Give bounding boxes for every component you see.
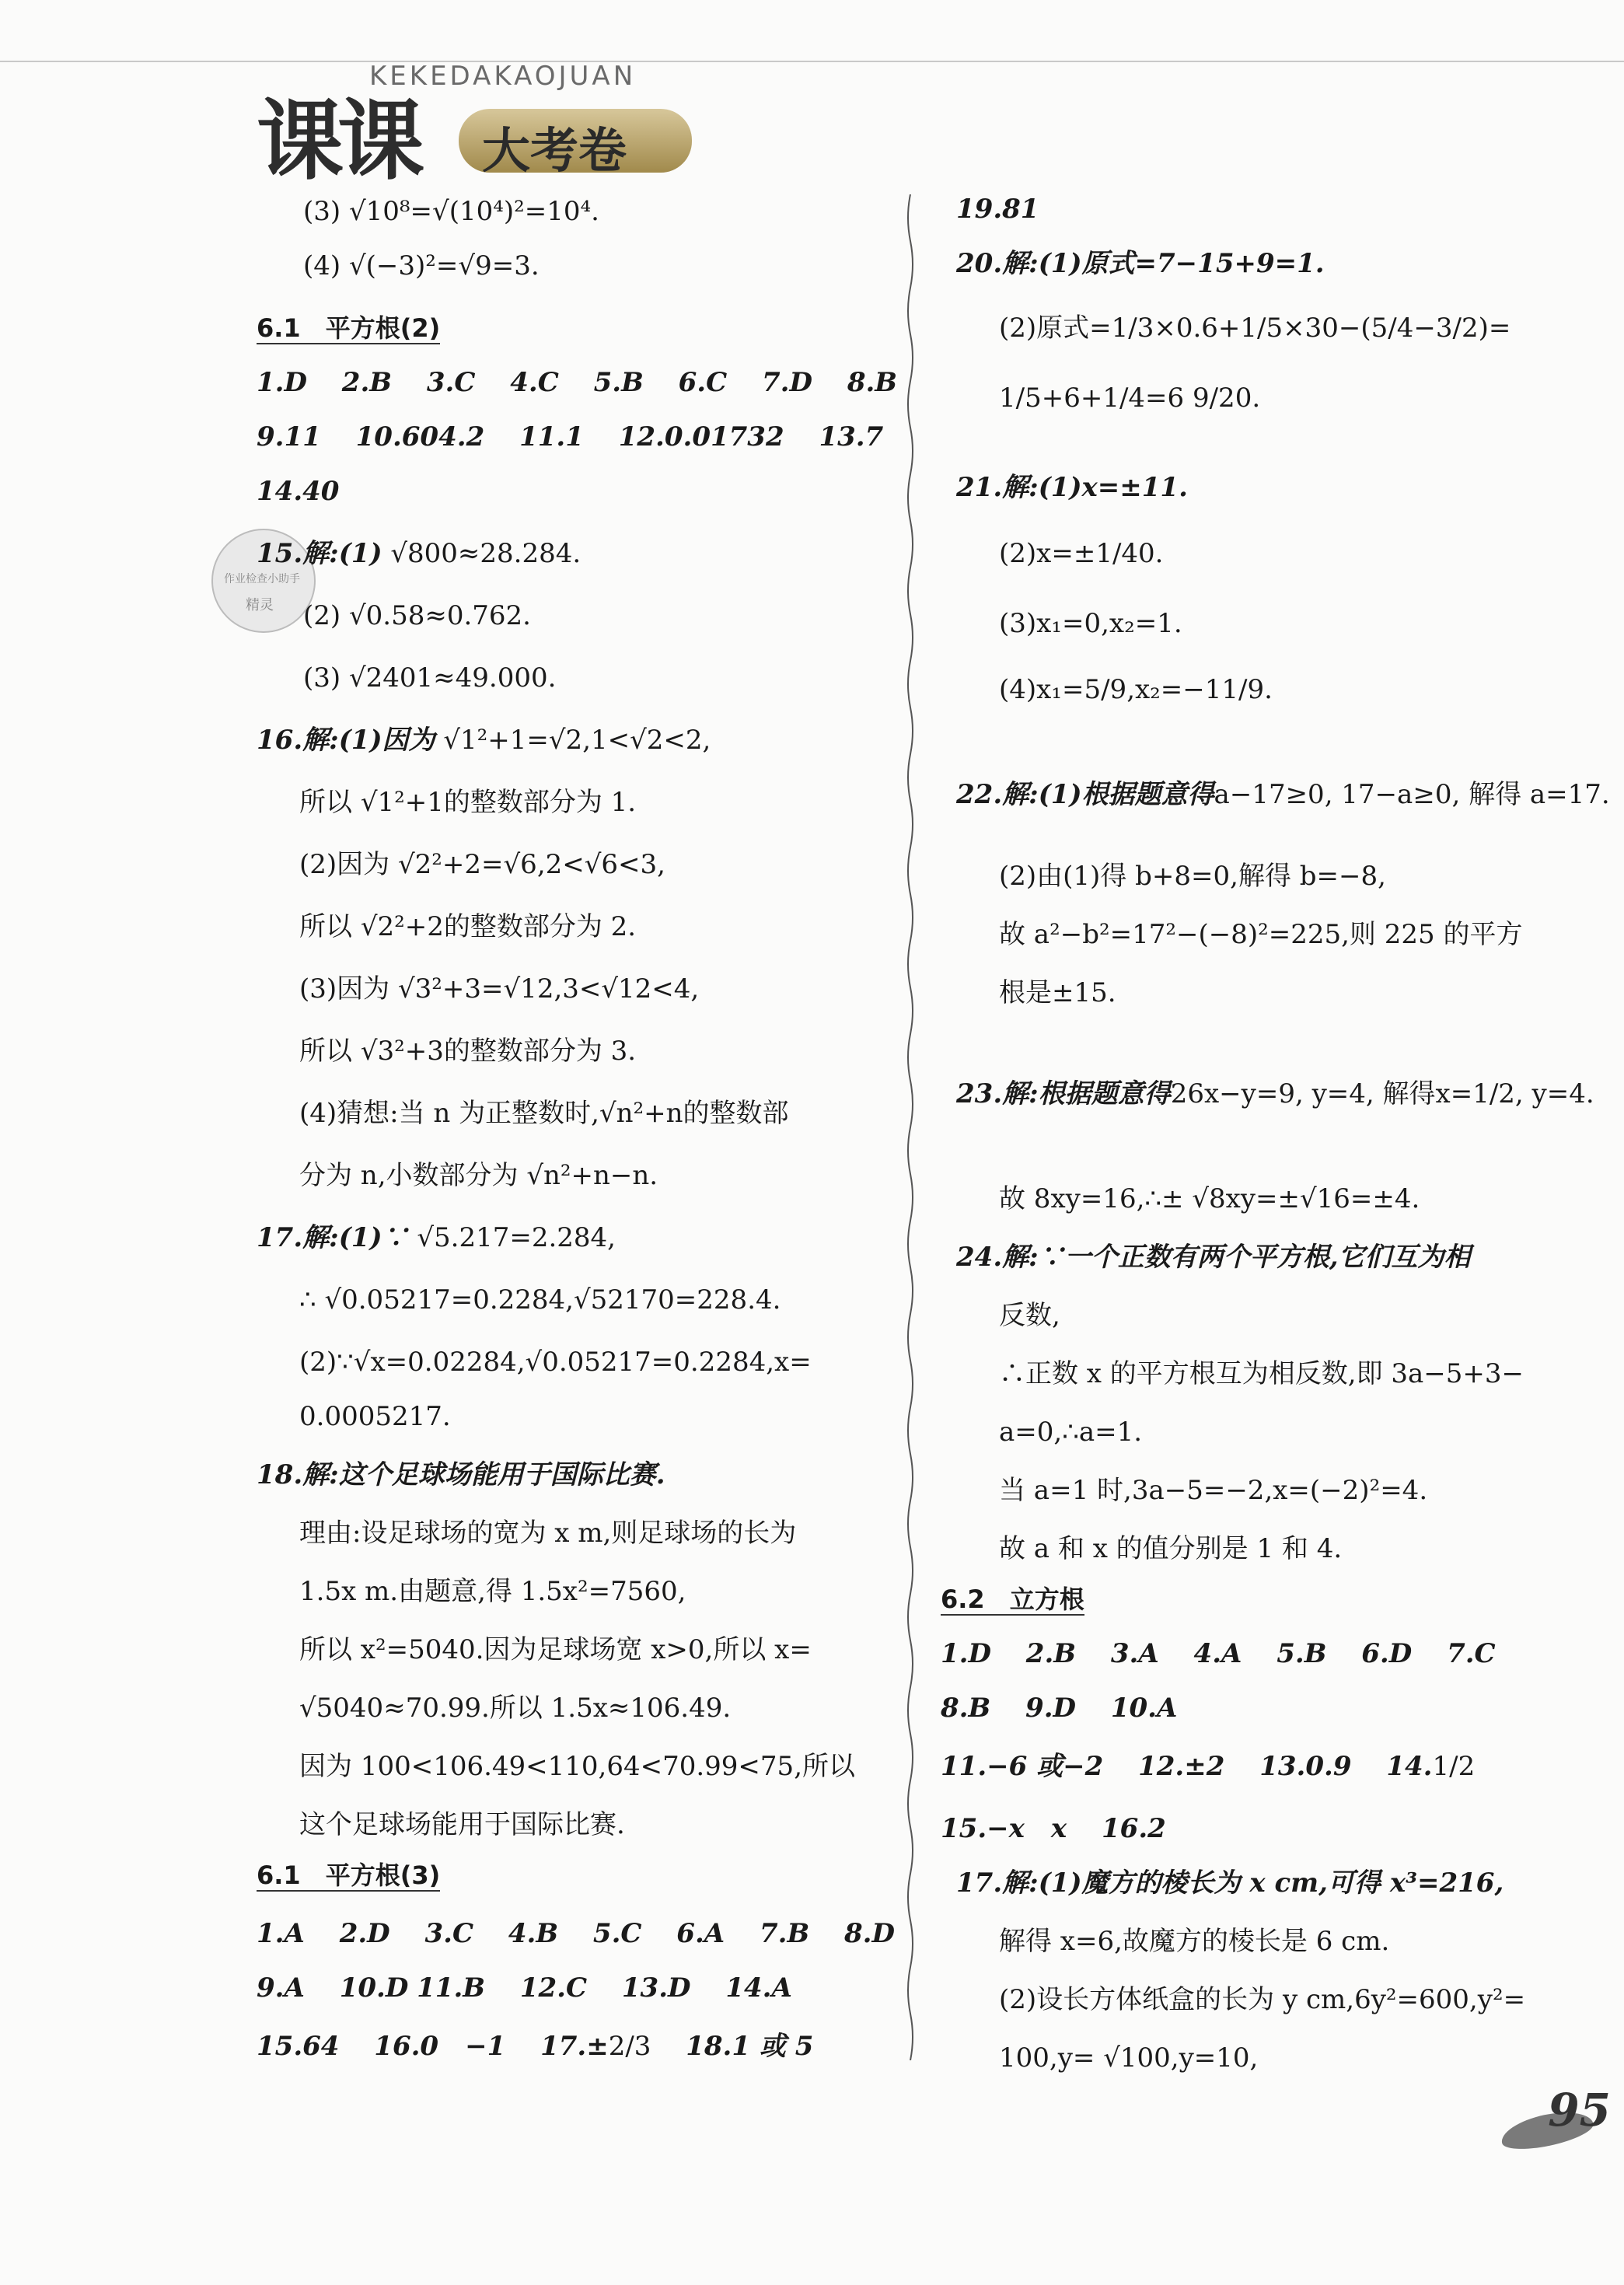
math-15b: √0.58≈0.762.	[348, 600, 531, 631]
q16-line-b	[299, 789, 636, 816]
q16-line-d	[299, 911, 637, 942]
q20a-text: 20.解:(1)原式=7−15+9=1.	[956, 248, 1325, 279]
q18-line-d: 所以 x²=5040.因为足球场宽 x>0,所以 x=	[299, 1634, 812, 1665]
q24-line-e: 当 a=1 时,3a−5=−2,x=(−2)²=4.	[999, 1475, 1428, 1506]
fill2-1: 15.64	[257, 2031, 340, 2062]
q15b-text: (2)	[303, 600, 341, 631]
math-22: a−17≥0, 17−a≥0,	[1214, 779, 1461, 810]
q18-line-e	[299, 1693, 732, 1724]
q22-line-b: (2)由(1)得 b+8=0,解得 b=−8,	[999, 861, 1386, 892]
math-15c: √2401≈49.000.	[348, 662, 557, 694]
mc1-1: 1.D	[257, 367, 307, 398]
mc5-1: 8.B	[941, 1693, 991, 1724]
q21-line-c: (3)x₁=0,x₂=1.	[999, 608, 1182, 639]
mc3-1: 9.A	[257, 1972, 305, 2004]
q23a-text: 23.解:根据题意得	[956, 1078, 1171, 1109]
mc2-2: 2.D	[339, 1918, 390, 1949]
q17c-text: (2)∵	[299, 1347, 354, 1378]
q17-line-d: 0.0005217.	[299, 1401, 451, 1432]
q18-line-a	[257, 1459, 665, 1490]
q21-line-b	[999, 540, 1163, 567]
q22-line-a	[956, 781, 1610, 808]
q18-line-b: 理由:设足球场的宽为 x m,则足球场的长为	[299, 1518, 797, 1549]
q21b-text: (2)x=±	[999, 538, 1096, 569]
q20-line-b	[999, 313, 1511, 344]
q15c-text: (3)	[303, 662, 341, 694]
q16d-text: 所以	[299, 911, 352, 942]
q23b-text: 解得	[1382, 1078, 1436, 1109]
header-rule	[0, 61, 1624, 62]
q17ra-text: 17.解:(1)魔方的棱长为 x cm,可得 x³=216,	[956, 1867, 1504, 1899]
mc2-8: 8.D	[844, 1918, 895, 1949]
fill3-2: 12.±2	[1138, 1751, 1225, 1782]
mc2-7: 7.B	[759, 1918, 810, 1949]
q17a-text: 17.解:(1)∵	[257, 1222, 409, 1253]
q23-line-a	[956, 1078, 1594, 1109]
q16a-text: 16.解:(1)因为	[257, 725, 435, 756]
q24-line-c: ∴正数 x 的平方根互为相反数,即 3a−5+3−	[999, 1358, 1524, 1389]
fill1-4: 12.0.01732	[618, 421, 784, 452]
math-16f: √3²+3的整数部分为 3.	[360, 1036, 637, 1067]
q17r-line-a	[956, 1867, 1504, 1899]
math-23a: 26x−y=9, y=4,	[1170, 1078, 1374, 1109]
fill2-2: 16.0 −1	[374, 2031, 506, 2062]
mc2-1: 1.A	[257, 1918, 305, 1949]
q15-line-b	[303, 600, 531, 631]
mc4-1: 1.D	[941, 1638, 991, 1669]
q23-line-c	[999, 1183, 1420, 1214]
fill-row-2	[257, 2033, 813, 2060]
q24-line-f: 故 a 和 x 的值分别是 1 和 4.	[999, 1533, 1343, 1564]
math-q14: 1/2	[1432, 1751, 1476, 1782]
fill-row-3	[941, 1753, 1475, 1780]
mc1-5: 5.B	[593, 367, 644, 398]
mc4-5: 5.B	[1276, 1638, 1327, 1669]
mc2-6: 6.A	[676, 1918, 725, 1949]
q21d-text: (4)x₁=	[999, 674, 1084, 705]
q15a-text: 15.解:(1)	[257, 538, 382, 569]
mc1-8: 8.B	[847, 367, 898, 398]
q17r-line-b: 解得 x=6,故魔方的棱长是 6 cm.	[999, 1926, 1390, 1957]
line-l1	[303, 198, 599, 225]
q21-line-d	[999, 676, 1273, 703]
mc2-5: 5.C	[592, 1918, 642, 1949]
q23c-text: 故 8xy=16,∴±	[999, 1183, 1184, 1214]
fill1-5: 13.7	[819, 421, 884, 452]
math-l1: √10⁸=√(10⁴)²=10⁴.	[348, 196, 599, 227]
mc1-2: 2.B	[341, 367, 393, 398]
fill-row-4	[941, 1815, 1166, 1842]
brand-header	[257, 56, 692, 192]
math-17rd: √100,y=10,	[1103, 2042, 1259, 2074]
fill-row-1b: 14.40	[257, 476, 340, 507]
math-20b: 1/3×0.6+1/5×30−(5/4−3/2)=	[1111, 313, 1511, 344]
q22-line-c: 故 a²−b²=17²−(−8)²=225,则 225 的平方	[999, 919, 1523, 950]
math-16h: √n²+n−n.	[526, 1160, 658, 1191]
q18a-text: 18.解:这个足球场能用于国际比赛.	[257, 1459, 665, 1490]
q17b-text: ∴	[299, 1284, 316, 1315]
mc-row-2	[257, 1920, 895, 1947]
brand-badge	[459, 109, 692, 179]
fill1-2: 10.604.2	[355, 421, 485, 452]
q18-line-f: 因为 100<106.49<110,64<70.99<75,所以	[299, 1751, 855, 1782]
mc3-5: 13.D	[621, 1972, 691, 2004]
section-6-1-2: 6.1 平方根(2)	[257, 313, 441, 343]
fill-row-1	[257, 421, 884, 452]
q24-line-a	[956, 1242, 1471, 1273]
q16-line-f	[299, 1036, 637, 1067]
q16-line-g	[299, 1100, 789, 1127]
q16-line-c	[299, 851, 665, 878]
brand-badge-text: 大考卷	[482, 122, 627, 179]
math-16b: √1²+1的整数部分为 1.	[360, 787, 637, 818]
math-23b: x=1/2, y=4.	[1435, 1078, 1594, 1109]
q16b-text: 所以	[299, 787, 352, 818]
mc-row-1	[257, 369, 897, 396]
q19: 19.81	[956, 194, 1039, 225]
math-16d: √2²+2的整数部分为 2.	[360, 911, 637, 942]
q20-line-a	[956, 250, 1325, 277]
math-16a: √1²+1=√2,1<√2<2,	[443, 725, 711, 756]
math-16c: √2²+2=√6,2<√6<3,	[397, 849, 665, 880]
mc4-6: 6.D	[1361, 1638, 1413, 1669]
q24-line-d: a=0,∴a=1.	[999, 1417, 1143, 1448]
q16e-text: (3)因为	[299, 973, 390, 1004]
fill1-1: 9.11	[257, 421, 321, 452]
mc4-3: 3.A	[1110, 1638, 1159, 1669]
l1-label: (3)	[303, 196, 341, 227]
math-17c: √x=0.02284,√0.05217=0.2284,x=	[353, 1347, 812, 1378]
section-6-1-3: 6.1 平方根(3)	[257, 1860, 441, 1890]
math-16g: √n²+n的整数部	[599, 1098, 789, 1129]
q16c-text: (2)因为	[299, 849, 390, 880]
q18e-text: ≈70.99.所以 1.5x≈106.49.	[383, 1693, 732, 1724]
math-f17: 2/3	[608, 2031, 651, 2062]
mc2-3: 3.C	[424, 1918, 474, 1949]
math-21b: 1/40.	[1095, 538, 1164, 569]
q18-line-c: 1.5x m.由题意,得 1.5x²=7560,	[299, 1576, 686, 1607]
q17-line-b	[299, 1284, 781, 1315]
q16-line-h	[299, 1162, 658, 1189]
fill1-3: 11.1	[519, 421, 584, 452]
fill4-1: 15.−x x	[941, 1813, 1067, 1844]
q22a-text: 22.解:(1)根据题意得	[956, 779, 1214, 810]
stamp-text-1: 作业检查小助手	[224, 573, 300, 585]
column-divider	[904, 194, 917, 2060]
q20-line-c: 1/5+6+1/4=6 9/20.	[999, 383, 1261, 414]
mc3-6: 14.A	[725, 1972, 792, 2004]
mc-row-3	[257, 1972, 792, 2004]
fill2-4: 18.1 或 5	[686, 2031, 814, 2062]
q16-line-e	[299, 973, 700, 1004]
fill3-1: 11.−6 或−2	[941, 1751, 1104, 1782]
math-18e: √5040	[299, 1693, 384, 1724]
brand-chinese-logo: 课课	[257, 90, 418, 192]
math-17b: √0.05217=0.2284,√52170=228.4.	[324, 1284, 781, 1315]
mc5-3: 10.A	[1110, 1693, 1178, 1724]
q22a2-text: 解得 a=17.	[1469, 779, 1610, 810]
line-l2	[303, 250, 540, 281]
math-23c: √8xy=±√16=±4.	[1192, 1183, 1420, 1214]
mc4-4: 4.A	[1193, 1638, 1242, 1669]
q24a-text: 24.解:∵一个正数有两个平方根,它们互为相	[956, 1242, 1471, 1273]
mc-row-5	[941, 1693, 1178, 1724]
q16f-text: 所以	[299, 1036, 352, 1067]
q20b-text: (2)原式=	[999, 313, 1112, 344]
q16h-text: 分为 n,小数部分为	[299, 1160, 519, 1191]
math-16e: √3²+3=√12,3<√12<4,	[397, 973, 700, 1004]
mc3-2: 10.D	[339, 1972, 409, 2004]
mc3-3: 11.B	[417, 1972, 486, 2004]
mc4-2: 2.B	[1025, 1638, 1077, 1669]
fill3-4: 14.	[1386, 1751, 1433, 1782]
l2-label: (4)	[303, 250, 341, 281]
mc1-4: 4.C	[510, 367, 559, 398]
q17r-line-c: (2)设长方体纸盒的长为 y cm,6y²=600,y²=	[999, 1984, 1526, 2015]
q18-line-g: 这个足球场能用于国际比赛.	[299, 1809, 625, 1840]
fill3-3: 13.0.9	[1259, 1751, 1352, 1782]
mc2-4: 4.B	[508, 1918, 559, 1949]
mc-row-4	[941, 1640, 1496, 1667]
q24-line-b: 反数,	[999, 1300, 1060, 1331]
section-6-2: 6.2 立方根	[941, 1584, 1084, 1614]
stamp-text-2: 精灵	[246, 597, 274, 613]
math-17a: √5.217=2.284,	[417, 1222, 616, 1253]
mc5-2: 9.D	[1025, 1693, 1077, 1724]
q17-line-a	[257, 1222, 616, 1253]
q21-line-a	[956, 474, 1188, 501]
q16-line-a	[257, 725, 711, 756]
math-21d: 5/9,x₂=−11/9.	[1084, 674, 1273, 705]
fill4-2: 16.2	[1102, 1813, 1166, 1844]
mc3-4: 12.C	[519, 1972, 588, 2004]
fill2-3: 17.±	[540, 2031, 609, 2062]
mc4-7: 7.C	[1447, 1638, 1496, 1669]
q17rd-text: 100,y=	[999, 2042, 1095, 2074]
q17-line-c	[299, 1347, 812, 1378]
q21a-text: 21.解:(1)x=±11.	[956, 472, 1188, 503]
math-15a: √800≈28.284.	[390, 538, 581, 569]
page-number: 95	[1548, 2084, 1611, 2137]
q16g-text: (4)猜想:当 n 为正整数时,	[299, 1098, 599, 1129]
page-number-ornament	[1500, 2084, 1617, 2161]
q17r-line-d	[999, 2042, 1259, 2074]
brand-english: KEKEDAKAOJUAN	[369, 61, 637, 92]
mc1-7: 7.D	[762, 367, 812, 398]
q15-line-c	[303, 662, 557, 694]
q22-line-d: 根是±15.	[999, 977, 1116, 1008]
mc1-6: 6.C	[678, 367, 728, 398]
mc1-3: 3.C	[426, 367, 476, 398]
q15-line-a	[257, 540, 581, 567]
math-l2: √(−3)²=√9=3.	[348, 250, 540, 281]
